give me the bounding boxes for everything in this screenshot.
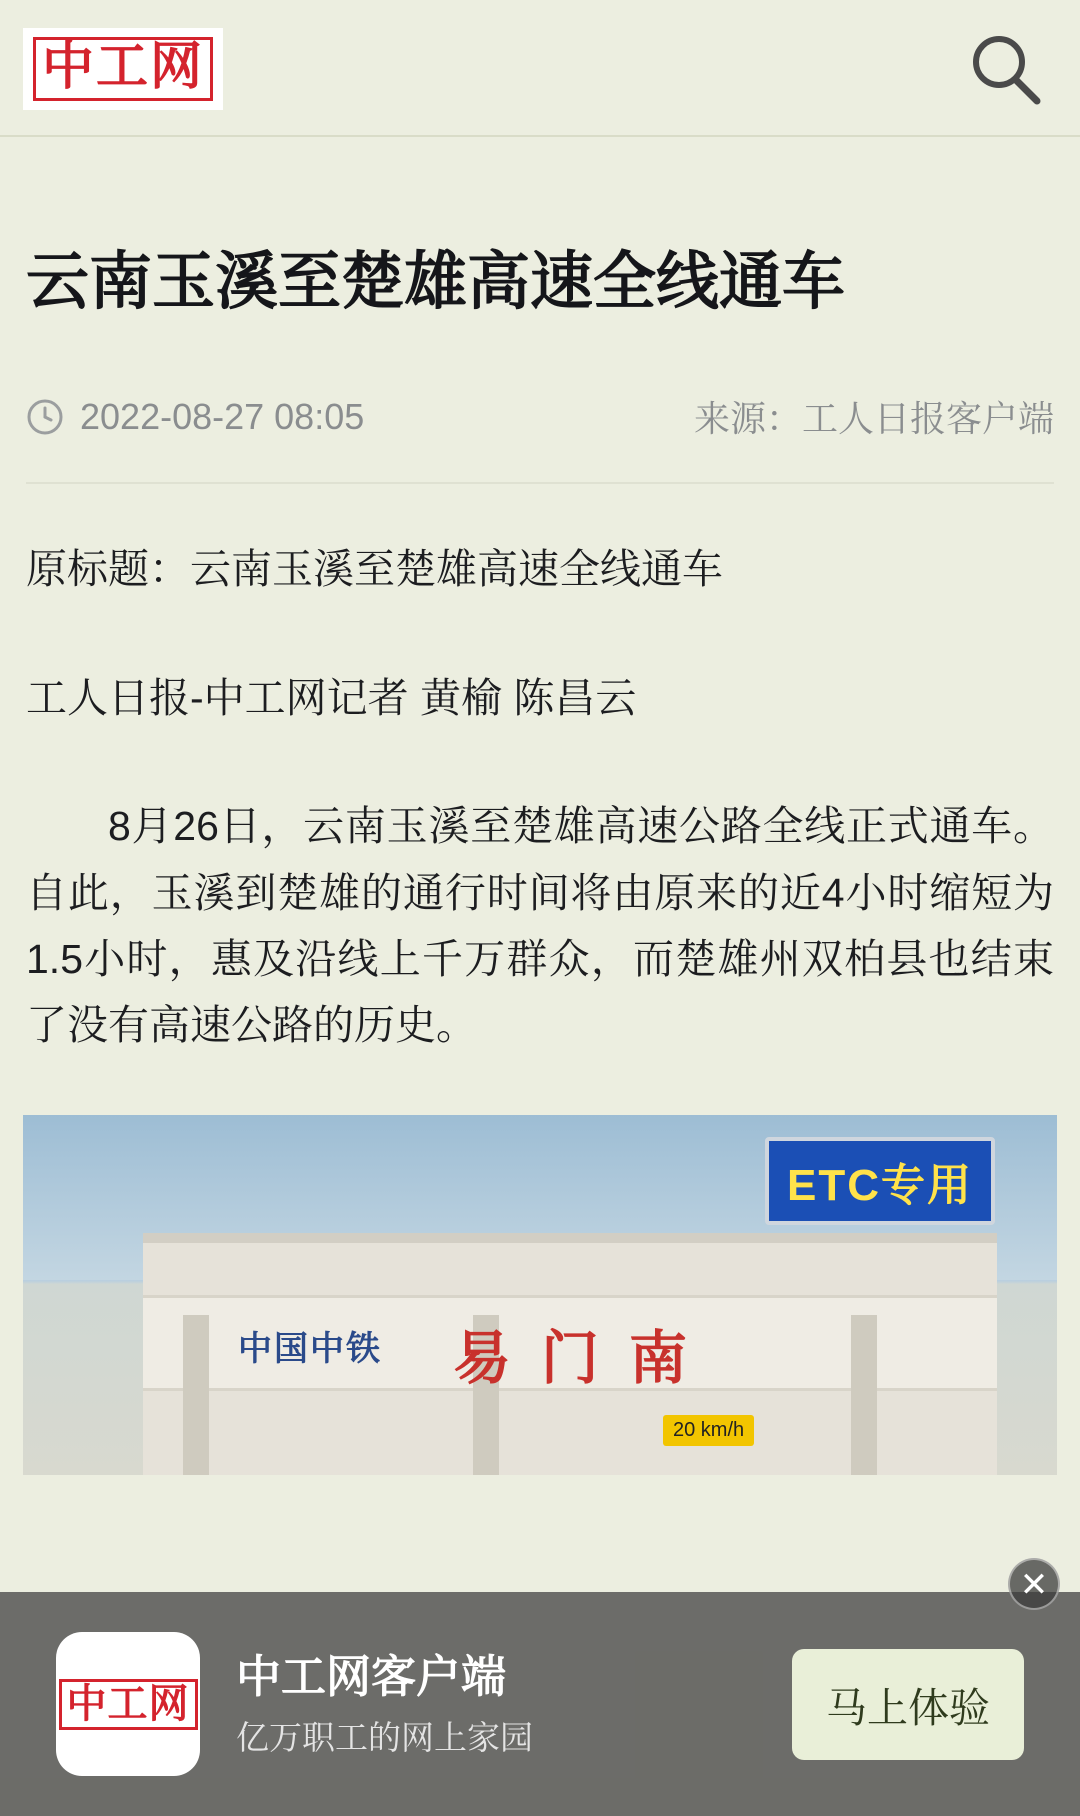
app-icon[interactable] <box>56 1632 200 1776</box>
article-paragraph: 8月26日，云南玉溪至楚雄高速公路全线正式通车。自此，玉溪到楚雄的通行时间将由原来的近4小时缩短为1.5小时，惠及沿线上千万群众，而楚雄州双柏县也结束了没有高速公路的历史。 <box>26 803 1054 1049</box>
close-icon[interactable]: ✕ <box>1008 1558 1060 1610</box>
site-logo[interactable] <box>23 28 223 110</box>
etc-sign: ETC专用 <box>765 1137 995 1225</box>
app-promo-title: 中工网客户端 <box>236 1651 507 1703</box>
article-source: 来源：工人日报客户端 <box>693 398 1054 440</box>
try-now-button[interactable]: 马上体验 <box>792 1649 1024 1760</box>
photo-pillar <box>851 1315 877 1475</box>
article-container <box>0 137 1080 1059</box>
speed-limit-plate: 20 km/h <box>663 1415 754 1446</box>
byline-line: 工人日报-中工网记者 黄榆 陈昌云 <box>26 674 637 721</box>
clock-icon <box>26 398 64 436</box>
search-icon[interactable] <box>966 30 1044 108</box>
app-promo-subtitle: 亿万职工的网上家园 <box>236 1719 533 1757</box>
publish-date: 2022-08-27 08:05 <box>80 395 365 437</box>
photo-pillar <box>183 1315 209 1475</box>
article-body <box>26 484 1054 1058</box>
site-logo-text: 中工网 <box>33 37 213 101</box>
page-title: 云南玉溪至楚雄高速全线通车 <box>26 247 845 317</box>
article-meta <box>26 391 1054 484</box>
original-title-line: 原标题：云南玉溪至楚雄高速全线通车 <box>26 546 723 593</box>
app-promo-text <box>236 1650 792 1758</box>
station-name-sign: 易门南 <box>453 1325 718 1391</box>
company-sign: 中国中铁 <box>238 1329 382 1368</box>
article-photo <box>23 1115 1057 1475</box>
app-promo-banner[interactable] <box>0 1566 1080 1816</box>
app-icon-text: 中工网 <box>59 1679 198 1730</box>
site-header <box>0 0 1080 137</box>
